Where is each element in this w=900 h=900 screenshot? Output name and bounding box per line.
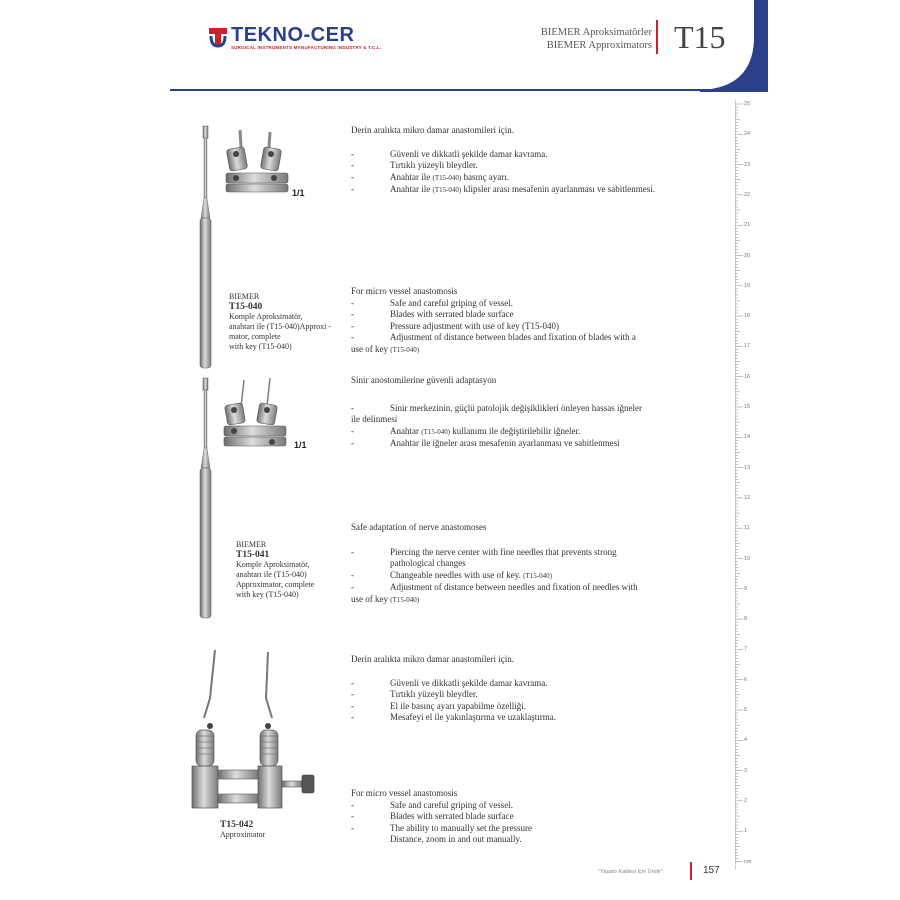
ruler-label: 18 bbox=[744, 313, 751, 320]
ruler-label: 7 bbox=[744, 646, 748, 653]
ruler-label: 4 bbox=[744, 737, 748, 744]
t15-041-description-en bbox=[351, 522, 661, 606]
ruler-label: 23 bbox=[744, 161, 751, 168]
list-item: - Blades with serrated blade surface bbox=[351, 811, 514, 821]
description-heading: For micro vessel anastomosis bbox=[351, 286, 458, 296]
t15-040-caption bbox=[229, 292, 331, 352]
list-item: - Safe and careful griping of vessel. bbox=[351, 297, 513, 308]
description-heading: For micro vessel anastomosis bbox=[351, 788, 458, 798]
t15-041-description-tr bbox=[351, 375, 666, 450]
measurement-ruler bbox=[735, 100, 755, 870]
caption-line-2: anahtarı ile (T15-040) bbox=[236, 570, 307, 579]
header-corner-accent bbox=[700, 0, 768, 92]
list-item: - Anahtar ile iğneler arası mesafenin ayarlanması ve sabitlenmesi bbox=[351, 438, 620, 448]
caption-line-3: Approximator, complete bbox=[236, 580, 315, 589]
t15-042-description-en bbox=[351, 788, 671, 846]
list-item: - Changeable needles with use of key. (T15-040) bbox=[351, 569, 552, 580]
title-turkish: BIEMER Aproksimatörler bbox=[540, 27, 652, 38]
ruler-label: 9 bbox=[744, 585, 748, 592]
list-item: - Tırtıklı yüzeyli bleydler. bbox=[351, 160, 478, 170]
ruler-label: 1 bbox=[744, 828, 748, 835]
ruler-label: 25 bbox=[744, 101, 751, 107]
header-divider bbox=[656, 20, 658, 54]
ruler-label: 6 bbox=[744, 676, 748, 683]
header-rule bbox=[170, 89, 740, 91]
ruler-label: 19 bbox=[744, 282, 751, 289]
section-code: T15 bbox=[674, 19, 726, 55]
list-item-tail: pathological changes bbox=[390, 558, 466, 568]
caption-line-2: anahtarı ile (T15-040)Approxi - bbox=[229, 322, 331, 331]
t15-041-caption bbox=[236, 540, 314, 600]
footer-tagline: "Yaşam Kalitesi İçin Üretir" bbox=[598, 869, 663, 875]
ruler-label: 17 bbox=[744, 343, 751, 350]
brand-name: TEKNO-CER bbox=[231, 24, 355, 46]
ruler-label: 16 bbox=[744, 373, 751, 380]
caption-line-4: with key (T15-040) bbox=[236, 590, 299, 599]
description-heading: Derin aralıkta mikro damar anastomileri için. bbox=[351, 125, 514, 135]
t15-040-description-en bbox=[351, 286, 661, 356]
list-item: - Piercing the nerve center with fine needles that prevents strong bbox=[351, 546, 617, 557]
ruler-label: 3 bbox=[744, 767, 748, 774]
description-heading: Derin aralıkta mikro damar anastomileri için. bbox=[351, 654, 514, 664]
ruler-label: 12 bbox=[744, 494, 751, 501]
brand-logo bbox=[207, 24, 382, 52]
ruler-label: cm bbox=[744, 858, 752, 865]
page-number: 157 bbox=[703, 865, 720, 876]
scale-label: 1/1 bbox=[294, 440, 307, 450]
caption-brand: BIEMER bbox=[229, 292, 260, 301]
t15-042-description-tr bbox=[351, 654, 671, 724]
list-item: - Mesafeyi el ile yakınlaştırma ve uzaklaştırma. bbox=[351, 712, 556, 722]
footer-divider bbox=[690, 862, 692, 880]
description-heading: Safe adaptation of nerve anastomoses bbox=[351, 522, 487, 532]
description-heading: Sinir anostomilerine güvenli adaptasyon bbox=[351, 375, 497, 385]
list-item: - Adjustment of distance between needles and fixation of needles with bbox=[351, 582, 638, 592]
header-titles bbox=[541, 26, 652, 52]
list-item-tail: Distance, zoom in and out manually. bbox=[390, 834, 522, 844]
caption-line-1: Komple Aproksimatör, bbox=[236, 560, 310, 569]
list-item: - Adjustment of distance between blades and fixation of blades with a bbox=[351, 332, 636, 342]
caption-code: T15-040 bbox=[229, 302, 263, 312]
list-item: - Güvenli ve dikkatli şekilde damar kavrama. bbox=[351, 148, 548, 159]
tekno-cer-logo-icon bbox=[207, 26, 229, 48]
list-item-tail: ile delinmesi bbox=[351, 414, 398, 424]
t15-042-instrument-image bbox=[180, 648, 330, 818]
ruler-label: 15 bbox=[744, 404, 751, 410]
caption-line-4: with key (T15-040) bbox=[229, 342, 292, 351]
brand-subtitle: SURGICAL INSTRUMENTS MANUFACTURING INDUSTRY & T.C.L. bbox=[231, 45, 382, 50]
caption-line-1: Komple Aproksimatör, bbox=[229, 312, 303, 321]
list-item: - Tırtıklı yüzeyli bleydler. bbox=[351, 689, 478, 699]
list-item: - Anahtar ile (T15-040) basınç ayarı. bbox=[351, 171, 509, 182]
ruler-label: 20 bbox=[744, 252, 751, 259]
caption-code: T15-041 bbox=[236, 550, 270, 560]
list-item: - Anahtar (T15-040) kullanımı ile değiştirilebilir iğneler. bbox=[351, 425, 581, 436]
ruler-label: 11 bbox=[744, 525, 750, 532]
t15-042-caption bbox=[220, 820, 265, 840]
ruler-label: 22 bbox=[744, 191, 751, 198]
ruler-label: 21 bbox=[744, 222, 751, 229]
caption-code: T15-042 bbox=[220, 820, 254, 830]
list-item-tail: use of key (T15-040) bbox=[351, 343, 420, 354]
ruler-label: 8 bbox=[744, 616, 748, 623]
ruler-label: 24 bbox=[744, 131, 751, 138]
t15-040-description-tr bbox=[351, 125, 671, 197]
list-item: - Pressure adjustment with use of key (T15-040) bbox=[351, 320, 559, 331]
caption-line-1: Approximator bbox=[220, 830, 266, 839]
ruler-label: 10 bbox=[744, 555, 751, 562]
list-item: - El ile basınç ayarı yapabilme özelliği. bbox=[351, 700, 526, 711]
list-item: - Güvenli ve dikkatli şekilde damar kavrama. bbox=[351, 677, 548, 688]
ruler-label: 5 bbox=[744, 707, 748, 713]
list-item: - The ability to manually set the pressure bbox=[351, 822, 532, 833]
ruler-label: 2 bbox=[744, 797, 748, 804]
title-english: BIEMER Approximators bbox=[546, 40, 652, 51]
list-item: - Anahtar ile (T15-040) klipsler arası mesafenin ayarlanması ve sabitlenmesi. bbox=[351, 184, 655, 194]
caption-brand: BIEMER bbox=[236, 540, 267, 549]
list-item-tail: use of key (T15-040) bbox=[351, 593, 420, 604]
ruler-label: 13 bbox=[744, 464, 751, 471]
caption-line-3: mator, complete bbox=[229, 332, 281, 341]
list-item: - Blades with serrated blade surface bbox=[351, 309, 514, 319]
list-item: - Sinir merkezinin, güçlü patolojik değişiklikleri önleyen hassas iğneler bbox=[351, 402, 642, 413]
scale-label: 1/1 bbox=[292, 188, 305, 198]
list-item: - Safe and careful griping of vessel. bbox=[351, 799, 513, 810]
ruler-label: 14 bbox=[744, 434, 751, 441]
